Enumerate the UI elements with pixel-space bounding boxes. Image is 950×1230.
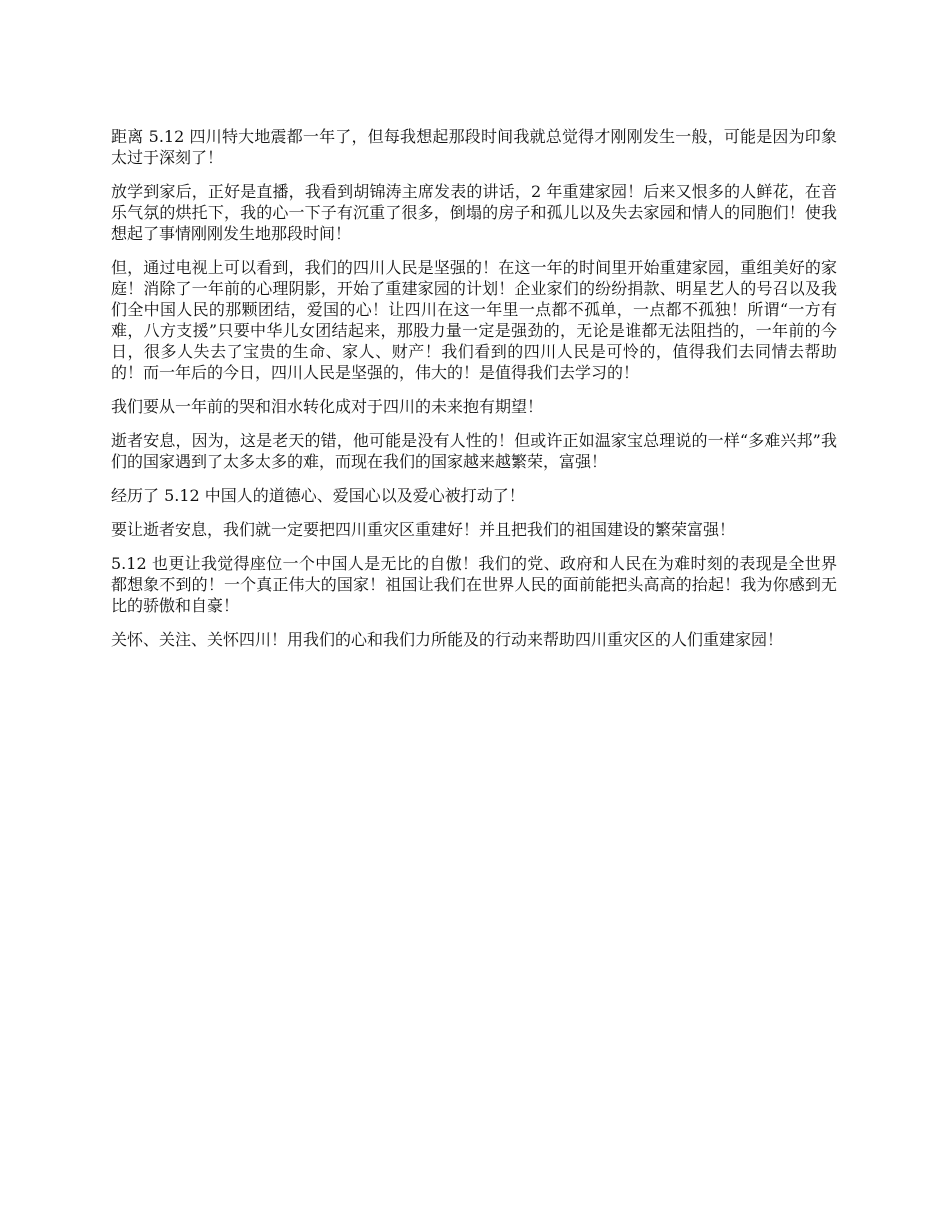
paragraph-1: 距离 5.12 四川特大地震都一年了，但每我想起那段时间我就总觉得才刚刚发生一般，可能是因为印象太过于深刻了！ bbox=[111, 127, 837, 167]
document-body bbox=[111, 126, 837, 663]
paragraph-6: 经历了 5.12 中国人的道德心、爱国心以及爱心被打动了！ bbox=[111, 486, 525, 505]
paragraph-5: 逝者安息，因为，这是老天的错，他可能是没有人性的！但或许正如温家宝总理说的一样“多难兴邦”我们的国家遇到了太多太多的难，而现在我们的国家越来越繁荣，富强！ bbox=[111, 431, 837, 471]
paragraph-7: 要让逝者安息，我们就一定要把四川重灾区重建好！并且把我们的祖国建设的繁荣富强！ bbox=[111, 520, 736, 539]
paragraph-4: 我们要从一年前的哭和泪水转化成对于四川的未来抱有期望！ bbox=[111, 397, 544, 416]
paragraph-9: 关怀、关注、关怀四川！用我们的心和我们力所能及的行动来帮助四川重灾区的人们重建家园！ bbox=[111, 630, 784, 649]
paragraph-8: 5.12 也更让我觉得座位一个中国人是无比的自傲！我们的党、政府和人民在为难时刻的表现是全世界都想象不到的！一个真正伟大的国家！祖国让我们在世界人民的面前能把头高高的抬起！我为你感到无比的骄傲和自豪！ bbox=[111, 554, 837, 615]
paragraph-3: 但，通过电视上可以看到，我们的四川人民是坚强的！在这一年的时间里开始重建家园，重组美好的家庭！消除了一年前的心理阴影，开始了重建家园的计划！企业家们的纷纷捐款、明星艺人的号召以及我们全中国人民的那颗团结，爱国的心！让四川在这一年里一点都不孤单，一点都不孤独！所谓“一方有难，八方支援”只要中华儿女团结起来，那股力量一定是强劲的，无论是谁都无法阻挡的，一年前的今日，很多人失去了宝贵的生命、家人、财产！我们看到的四川人民是可怜的，值得我们去同情去帮助的！而一年后的今日，四川人民是坚强的，伟大的！是值得我们去学习的！ bbox=[111, 258, 837, 382]
paragraph-2: 放学到家后，正好是直播，我看到胡锦涛主席发表的讲话，2 年重建家园！后来又恨多的人鲜花，在音乐气氛的烘托下，我的心一下子有沉重了很多，倒塌的房子和孤儿以及失去家园和情人的同胞们！使我想起了事情刚刚发生地那段时间！ bbox=[111, 182, 837, 243]
